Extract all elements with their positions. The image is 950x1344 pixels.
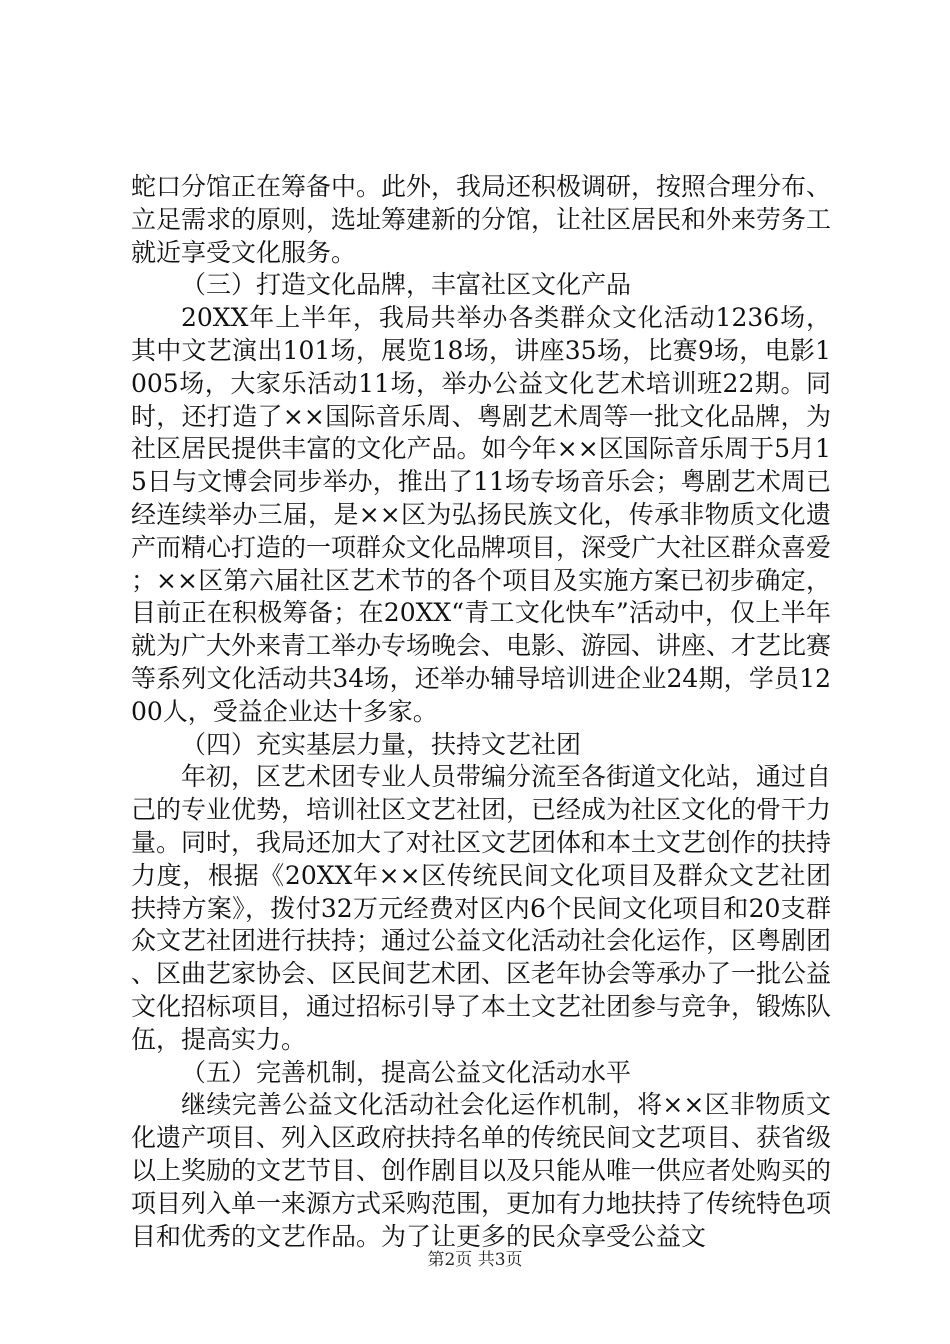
section-heading-3: （三）打造文化品牌，丰富社区文化产品 (181, 270, 632, 300)
paragraph-continuation: 蛇口分馆正在筹备中。此外，我局还积极调研，按照合理分布、立足需求的原则，选址筹建新的分馆，让社区居民和外来劳务工就近享受文化服务。 (131, 172, 832, 267)
section-heading-4: （四）充实基层力量，扶持文艺社团 (181, 729, 582, 759)
paragraph-section-5: 继续完善公益文化活动社会化运作机制，将××区非物质文化遗产项目、列入区政府扶持名单的传统民间文艺项目、获省级以上奖励的文艺节目、创作剧目以及只能从唯一供应者处购买的项目列入单一来源方式采购范围，更加有力地扶持了传统特色项目和优秀的文艺作品。为了让更多的民众享受公益文 (131, 1090, 832, 1251)
document-body (131, 171, 831, 1253)
paragraph-section-3: 20XX年上半年，我局共举办各类群众文化活动1236场，其中文艺演出101场，展览18场，讲座35场，比赛9场，电影1005场，大家乐活动11场，举办公益文化艺术培训班22期。同时，还打造了××国际音乐周、粤剧艺术周等一批文化品牌，为社区居民提供丰富的文化产品。如今年××区国际音乐周于5月15日与文博会同步举办，推出了11场专场音乐会；粤剧艺术周已经连续举办三届，是××区为弘扬民族文化，传承非物质文化遗产而精心打造的一项群众文化品牌项目，深受广大社区群众喜爱；××区第六届社区艺术节的各个项目及实施方案已初步确定，目前正在积极筹备；在20XX“青工文化快车”活动中，仅上半年就为广大外来青工举办专场晚会、电影、游园、讲座、才艺比赛等系列文化活动共34场，还举办辅导培训进企业24期，学员1200人，受益企业达十多家。 (131, 303, 832, 726)
page-number-label: 第2页 共3页 (427, 1250, 523, 1270)
section-heading-5: （五）完善机制，提高公益文化活动水平 (181, 1057, 632, 1087)
page-footer (0, 1245, 950, 1270)
paragraph-section-4: 年初，区艺术团专业人员带编分流至各街道文化站，通过自己的专业优势，培训社区文艺社团，已经成为社区文化的骨干力量。同时，我局还加大了对社区文艺团体和本土文艺创作的扶持力度，根据《20XX年××区传统民间文化项目及群众文艺社团扶持方案》，拨付32万元经费对区内6个民间文化项目和20支群众文艺社团进行扶持；通过公益文化活动社会化运作，区粤剧团、区曲艺家协会、区民间艺术团、区老年协会等承办了一批公益文化招标项目，通过招标引导了本土文艺社团参与竞争，锻炼队伍，提高实力。 (131, 762, 832, 1054)
